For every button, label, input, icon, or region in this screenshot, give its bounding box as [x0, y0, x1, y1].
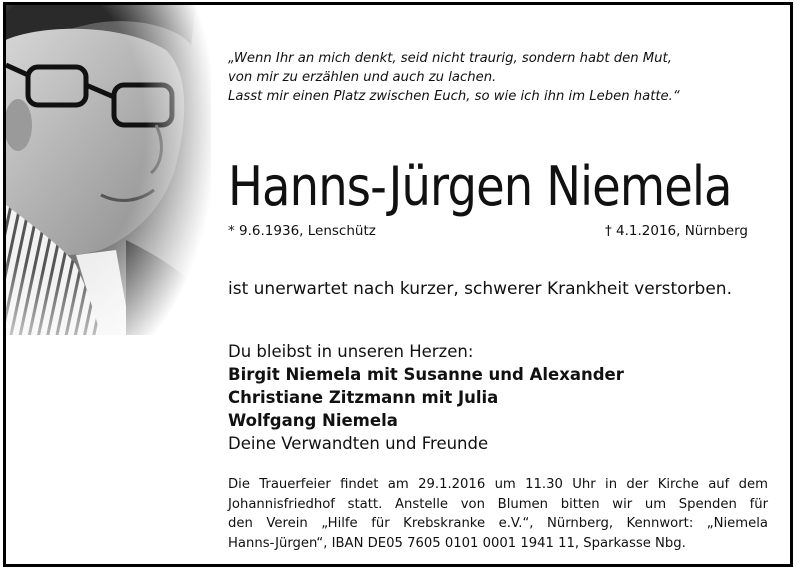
death-info: † 4.1.2016, Nürnberg	[604, 223, 748, 239]
service-line: Johannisfriedhof statt. Anstelle von Blumen bitten wir um Spenden für	[228, 496, 768, 512]
quote-line: „Wenn Ihr an mich denkt, seid nicht traurig, sondern habt den Mut,	[228, 51, 672, 66]
mourner-name: Birgit Niemela mit Susanne und Alexander	[228, 365, 624, 384]
mourners-intro: Du bleibst in unseren Herzen:	[228, 342, 474, 361]
mourners-closing: Deine Verwandten und Freunde	[228, 434, 489, 453]
death-statement: ist unerwartet nach kurzer, schwerer Krankheit verstorben.	[228, 279, 732, 299]
service-line: Die Trauerfeier findet am 29.1.2016 um 11.30 Uhr in der Kirche auf dem	[228, 477, 768, 492]
service-line: den Verein „Hilfe für Krebskranke e.V.“, Nürnberg, Kennwort: „Niemela	[228, 516, 768, 531]
portrait-photo	[6, 5, 211, 335]
deceased-name: Hanns-Jürgen Niemela	[228, 155, 732, 218]
mourner-name: Wolfgang Niemela	[228, 411, 398, 430]
mourners-block	[228, 340, 624, 455]
funeral-service-info	[228, 475, 768, 553]
mourner-name: Christiane Zitzmann mit Julia	[228, 388, 499, 407]
memorial-quote	[228, 49, 768, 106]
quote-line: Lasst mir einen Platz zwischen Euch, so wie ich ihn im Leben hatte.“	[228, 89, 680, 104]
obituary-notice	[3, 2, 793, 567]
service-line: Hanns-Jürgen“, IBAN DE05 7605 0101 0001 1941 11, Sparkasse Nbg.	[228, 535, 686, 551]
birth-info: * 9.6.1936, Lenschütz	[228, 223, 376, 239]
quote-line: von mir zu erzählen und auch zu lachen.	[228, 70, 497, 85]
